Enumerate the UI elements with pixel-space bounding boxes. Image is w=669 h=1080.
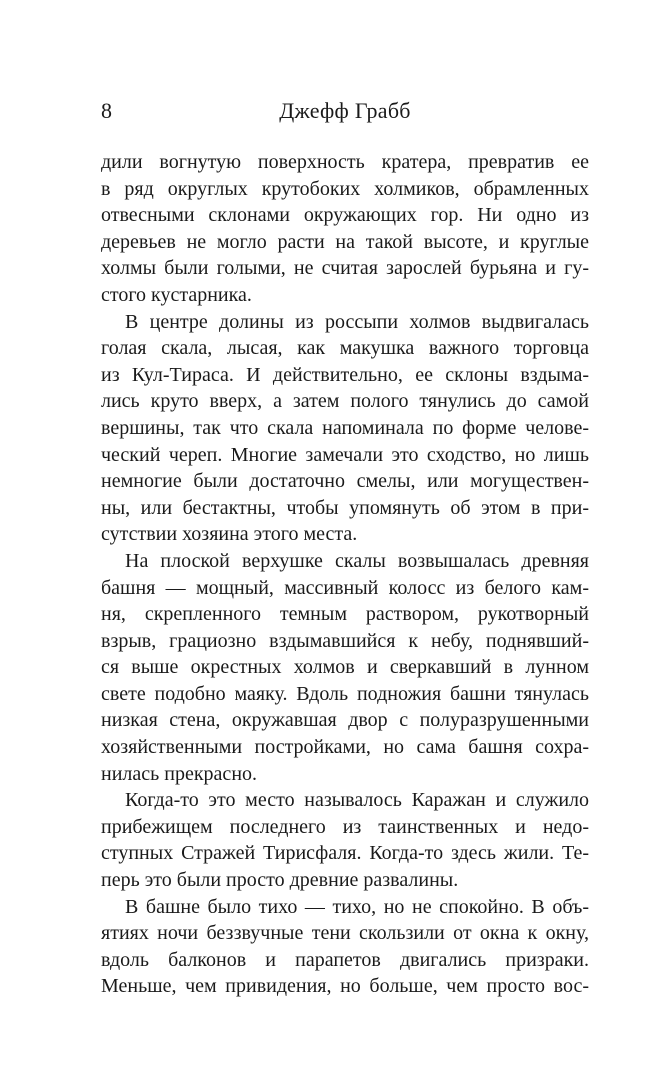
text-line: ческий череп. Многие замечали это сходство, но лишь (101, 443, 589, 466)
text-line: в ряд округлых крутобоких холмиков, обрамленных (101, 177, 589, 200)
text-line: На плоской верхушке скалы возвышалась древняя (125, 549, 589, 572)
text-line: деревьев не могло расти на такой высоте, и круглые (101, 230, 589, 253)
paragraph (101, 894, 589, 1000)
text-line: ся выше окрестных холмов и сверкавший в лунном (101, 656, 589, 679)
running-head (101, 96, 589, 126)
text-line: взрыв, грациозно вздымавшийся к небу, поднявший- (101, 629, 589, 652)
text-line: Когда-то это место называлось Каражан и служило (125, 789, 589, 812)
text-line: ны, или бестактны, чтобы упомянуть об этом в при- (101, 496, 589, 519)
paragraph (101, 787, 589, 893)
text-line: нилась прекрасно. (101, 762, 258, 785)
text-line: из Кул-Тираса. И действительно, ее склоны вздыма- (101, 363, 589, 386)
text-line: свете подобно маяку. Вдоль подножия башни тянулась (101, 682, 589, 705)
text-line: холмы были голыми, не считая зарослей бурьяна и гу- (101, 257, 589, 280)
page-number: 8 (101, 98, 112, 123)
paragraph (101, 149, 589, 309)
text-line: ня, скрепленного темным раствором, рукотворный (101, 603, 589, 626)
running-head-author: Джефф Грабб (279, 98, 411, 123)
text-line: В центре долины из россыпи холмов выдвигалась (125, 310, 589, 333)
text-line: голая скала, лысая, как макушка важного торговца (101, 337, 589, 360)
text-line: В башне было тихо — тихо, но не спокойно. В объ- (125, 895, 589, 918)
paragraph (101, 548, 589, 787)
text-line: лись круто вверх, а затем полого тянулись до самой (101, 390, 589, 413)
text-line: вдоль балконов и парапетов двигались призраки. (101, 948, 589, 971)
paragraph (101, 309, 589, 548)
body-text (101, 149, 589, 1000)
text-line: хозяйственными постройками, но сама башня сохра- (101, 736, 589, 759)
text-line: дили вогнутую поверхность кратера, превратив ее (101, 151, 589, 173)
text-line: немногие были достаточно смелы, или могуществен- (101, 470, 589, 493)
text-line: вершины, так что скала напоминала по форме челове- (101, 416, 589, 439)
text-line: прибежищем последнего из таинственных и недо- (101, 815, 589, 838)
text-line: перь это были просто древние развалины. (101, 869, 459, 892)
text-line: сутствии хозяина этого места. (101, 523, 358, 546)
text-line: ступных Стражей Тирисфаля. Когда-то здесь жили. Те- (101, 842, 589, 865)
text-line: ятиях ночи беззвучные тени скользили от окна к окну, (101, 922, 589, 945)
text-line: отвесными склонами окружающих гор. Ни одно из (101, 204, 589, 227)
text-line: башня — мощный, массивный колосс из белого кам- (101, 576, 589, 599)
text-line: Меньше, чем привидения, но больше, чем просто вос- (101, 975, 589, 998)
text-line: низкая стена, окружавшая двор с полуразрушенными (101, 709, 589, 732)
text-line: стого кустарника. (101, 283, 252, 306)
